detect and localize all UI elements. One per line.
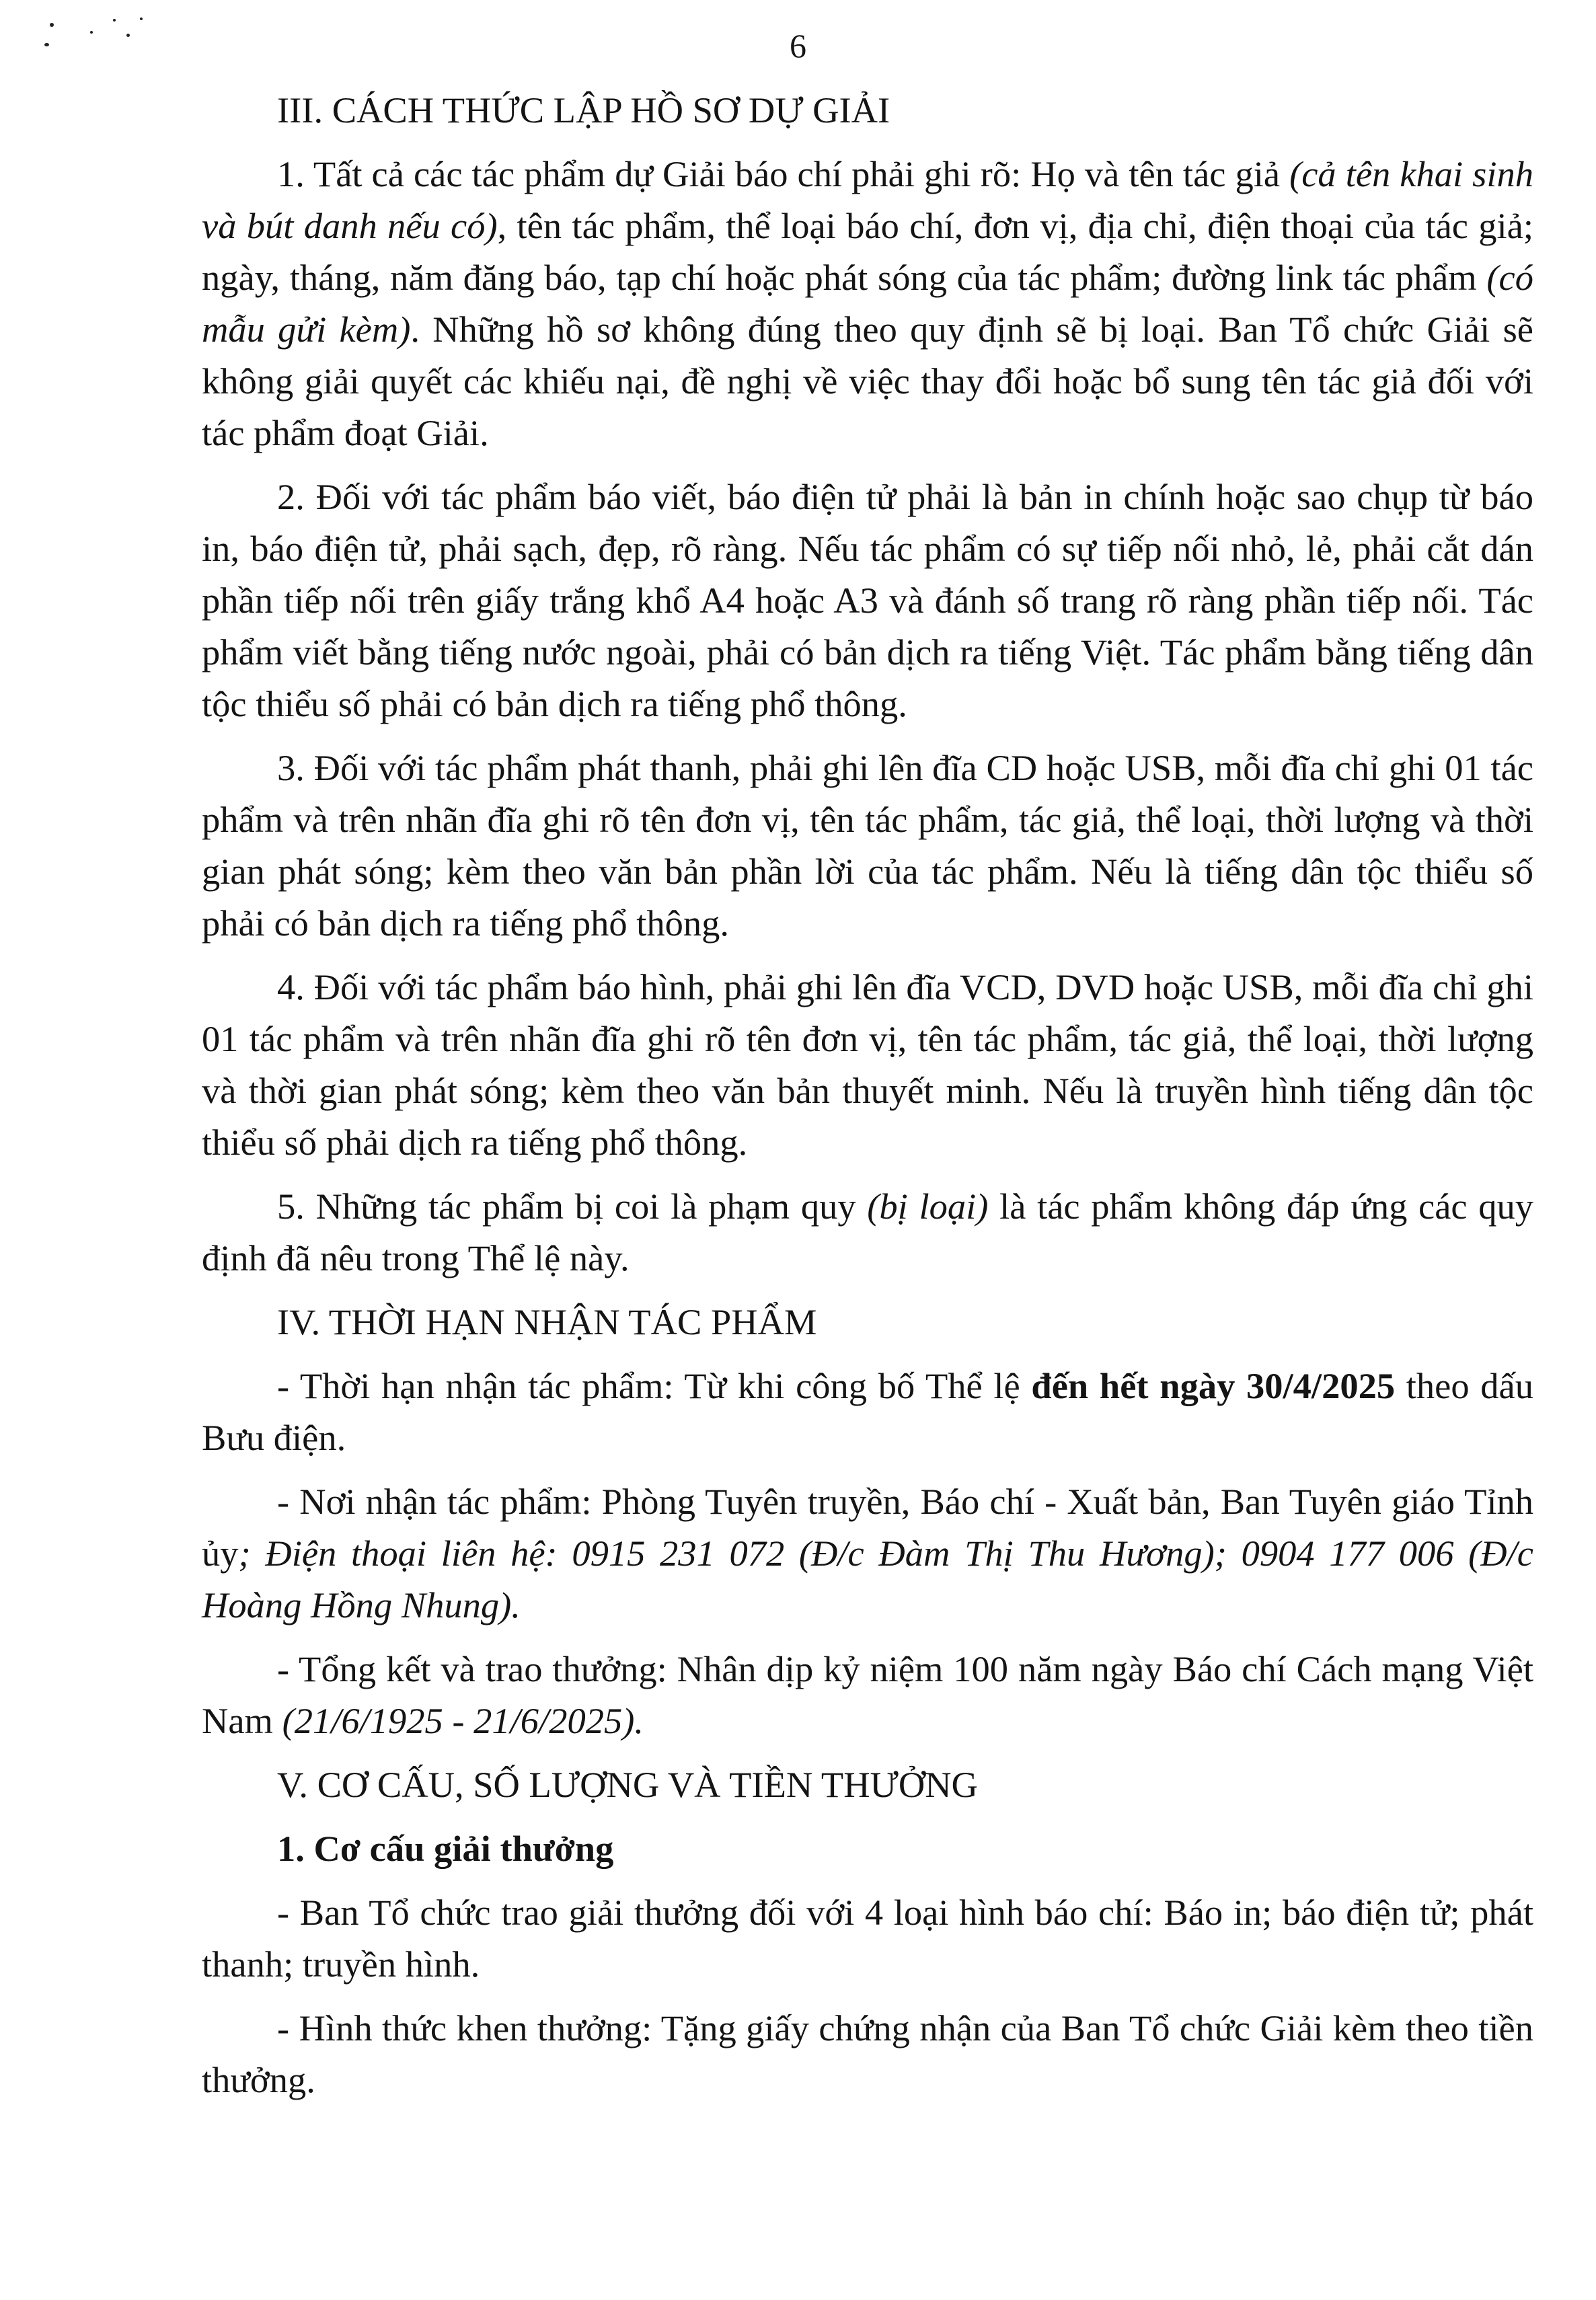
section-3-paragraph-3: 3. Đối với tác phẩm phát thanh, phải ghi lên đĩa CD hoặc USB, mỗi đĩa chỉ ghi 01 tác phẩm và trên nhãn đĩa ghi rõ tên đơn vị, tên tác phẩm, tác giả, thể loại, thời lượng và thời gian phát sóng; kèm theo văn bản phần lời của tác phẩm. Nếu là tiếng dân tộc thiểu số phải có bản dịch ra tiếng phổ thông. [202, 747, 1533, 944]
section-4-paragraph-2 [202, 1475, 1533, 1631]
text-run: - Thời hạn nhận tác phẩm: Từ khi công bố Thể lệ [277, 1365, 1032, 1406]
italic-text-run: ; Điện thoại liên hệ: 0915 231 072 (Đ/c Đàm Thị Thu Hương); 0904 177 006 (Đ/c Hoàng Hồng Nhung). [202, 1533, 1533, 1625]
section-4-paragraph-3 [202, 1643, 1533, 1747]
text-run: theo dấu Bưu điện. [202, 1365, 1533, 1458]
section-3-paragraph-5 [202, 1180, 1533, 1284]
section-3-paragraph-2: 2. Đối với tác phẩm báo viết, báo điện tử phải là bản in chính hoặc sao chụp từ báo in, báo điện tử, phải sạch, đẹp, rõ ràng. Nếu tác phẩm có sự tiếp nối nhỏ, lẻ, phải cắt dán phần tiếp nối trên giấy trắng khổ A4 hoặc A3 và đánh số trang rõ ràng phần tiếp nối. Tác phẩm viết bằng tiếng nước ngoài, phải có bản dịch ra tiếng Việt. Tác phẩm bằng tiếng dân tộc thiểu số phải có bản dịch ra tiếng phổ thông. [202, 476, 1533, 724]
text-run: là tác phẩm không đáp ứng các quy định đã nêu trong Thể lệ này. [202, 1186, 1534, 1278]
section-3-paragraph-1 [202, 148, 1533, 459]
text-run: 1. Tất cả các tác phẩm dự Giải báo chí phải ghi rõ: Họ và tên tác giả [277, 153, 1290, 194]
text-run: - Nơi nhận tác phẩm: Phòng Tuyên truyền, Báo chí - Xuất bản, Ban Tuyên giáo Tỉnh ủy [202, 1481, 1533, 1574]
section-4-heading: IV. THỜI HẠN NHẬN TÁC PHẨM [277, 1301, 817, 1342]
text-run: . Những hồ sơ không đúng theo quy định sẽ bị loại. Ban Tổ chức Giải sẽ không giải quyết các khiếu nại, đề nghị về việc thay đổi hoặc bổ sung tên tác giả đối với tác phẩm đoạt Giải. [202, 309, 1533, 453]
section-5-subheading: 1. Cơ cấu giải thưởng [277, 1828, 614, 1869]
italic-text-run: (21/6/1925 - 21/6/2025). [282, 1700, 644, 1741]
section-3-heading: III. CÁCH THỨC LẬP HỒ SƠ DỰ GIẢI [277, 89, 890, 130]
page-number: 6 [790, 27, 806, 65]
italic-text-run: (bị loại) [867, 1186, 989, 1227]
section-5-heading: V. CƠ CẤU, SỐ LƯỢNG VÀ TIỀN THƯỞNG [277, 1764, 978, 1805]
section-3-paragraph-4: 4. Đối với tác phẩm báo hình, phải ghi lên đĩa VCD, DVD hoặc USB, mỗi đĩa chỉ ghi 01 tác phẩm và trên nhãn đĩa ghi rõ tên đơn vị, tên tác phẩm, tác giả, thể loại, thời lượng và thời gian phát sóng; kèm theo văn bản thuyết minh. Nếu là truyền hình tiếng dân tộc thiểu số phải dịch ra tiếng phổ thông. [202, 966, 1533, 1163]
section-5-paragraph-2: - Hình thức khen thưởng: Tặng giấy chứng nhận của Ban Tổ chức Giải kèm theo tiền thưởng. [202, 2007, 1533, 2100]
text-run: , tên tác phẩm, thể loại báo chí, đơn vị, địa chỉ, điện thoại của tác giả; ngày, tháng, năm đăng báo, tạp chí hoặc phát sóng của tác phẩm; đường link tác phẩm [202, 205, 1533, 298]
text-run: - Tổng kết và trao thưởng: Nhân dịp kỷ niệm 100 năm ngày Báo chí Cách mạng Việt Nam [202, 1648, 1533, 1741]
document-body [202, 84, 1533, 2118]
bold-text-run: đến hết ngày 30/4/2025 [1031, 1365, 1396, 1406]
section-5-paragraph-1: - Ban Tổ chức trao giải thưởng đối với 4 loại hình báo chí: Báo in; báo điện tử; phát thanh; truyền hình. [202, 1892, 1533, 1985]
section-4-paragraph-1 [202, 1360, 1533, 1463]
text-run: 5. Những tác phẩm bị coi là phạm quy [277, 1186, 868, 1227]
italic-text-run: (cả tên khai sinh và bút danh nếu có) [202, 153, 1533, 246]
italic-text-run: (có mẫu gửi kèm) [202, 257, 1533, 350]
